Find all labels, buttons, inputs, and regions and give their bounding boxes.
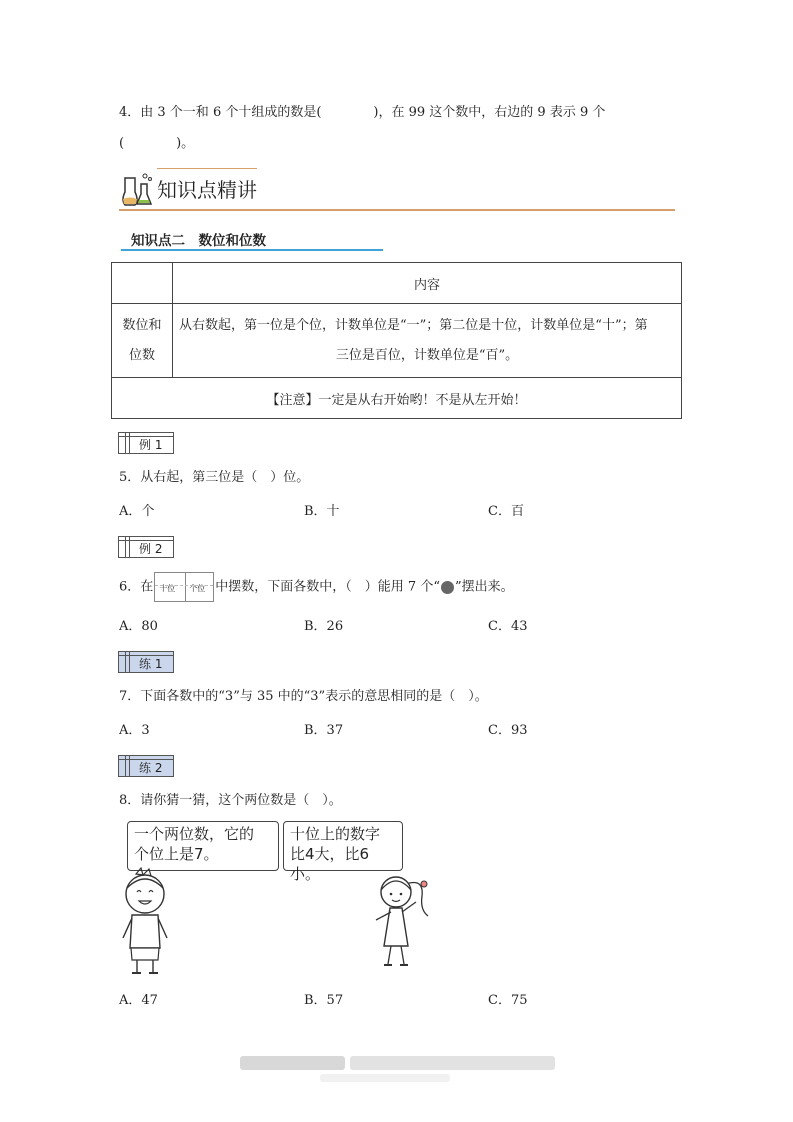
q8-option-b: B．57 bbox=[304, 993, 344, 1008]
row-label-line-2: 位数 bbox=[128, 347, 155, 363]
practice-tag-2-label: 练 2 bbox=[139, 761, 163, 775]
practice-tag-1 bbox=[118, 651, 174, 673]
girl-illustration bbox=[366, 870, 432, 972]
section-heading bbox=[119, 168, 675, 212]
place-header-ones: 个位 bbox=[189, 584, 206, 593]
q7-option-c: C．93 bbox=[488, 723, 528, 738]
row-label-line-1: 数位和 bbox=[122, 317, 162, 333]
speech-bubble-boy bbox=[127, 821, 279, 871]
content-line-1: 从右数起，第一位是个位，计数单位是“一”；第二位是十位，计数单位是“十”；第 bbox=[179, 317, 648, 333]
knowledge-table bbox=[111, 262, 682, 419]
subsection-rule bbox=[121, 249, 383, 251]
q6-option-a: A．80 bbox=[119, 619, 158, 634]
bubble-girl-line-1: 十位上的数字 bbox=[290, 825, 381, 843]
q6-option-c: C．43 bbox=[488, 619, 528, 634]
q8-option-a: A．47 bbox=[119, 993, 158, 1008]
subsection-heading bbox=[121, 229, 383, 251]
q4-line-2: ( )。 bbox=[119, 136, 195, 151]
section-title: 知识点精讲 bbox=[157, 178, 257, 202]
practice-tag-2 bbox=[118, 755, 174, 777]
table-corner-cell bbox=[112, 263, 173, 304]
footer-watermark bbox=[240, 1056, 345, 1070]
q6-stem bbox=[119, 572, 514, 603]
table-header-content: 内容 bbox=[173, 263, 682, 304]
q8-option-c: C．75 bbox=[488, 993, 528, 1008]
bubble-boy-line-1: 一个两位数，它的 bbox=[134, 825, 255, 843]
content-line-2: 三位是百位，计数单位是“百”。 bbox=[335, 347, 519, 363]
q6-stem-b: 中摆数，下面各数中，（ ）能用 7 个“ bbox=[215, 579, 440, 595]
bead-icon bbox=[441, 581, 454, 594]
q5-option-b: B．十 bbox=[304, 504, 340, 519]
q5-stem: 5．从右起，第三位是（ ）位。 bbox=[119, 470, 310, 485]
place-header-tens: 十位 bbox=[159, 584, 176, 593]
example-tag-2 bbox=[118, 536, 174, 558]
q7-option-a: A．3 bbox=[119, 723, 150, 738]
q7-stem: 7．下面各数中的“3”与 35 中的“3”表示的意思相同的是（ ）。 bbox=[119, 689, 488, 704]
q5-option-c: C．百 bbox=[488, 504, 524, 519]
table-row-label bbox=[112, 304, 173, 378]
subsection-title: 知识点二 数位和位数 bbox=[131, 233, 266, 249]
q6-option-b: B．26 bbox=[304, 619, 344, 634]
q4-line-1: 4．由 3 个一和 6 个十组成的数是( )，在 99 这个数中，右边的 9 表示 9 个 bbox=[119, 105, 606, 120]
example-tag-1-label: 例 1 bbox=[139, 438, 163, 452]
bubble-girl-line-2: 比4大，比6小。 bbox=[290, 845, 370, 883]
table-content-cell bbox=[173, 304, 682, 378]
speech-bubble-girl bbox=[283, 821, 403, 883]
q6-stem-a: 6．在 bbox=[119, 579, 154, 595]
q8-stem: 8．请你猜一猜，这个两位数是（ ）。 bbox=[119, 793, 342, 808]
example-tag-1 bbox=[118, 432, 174, 454]
q7-option-b: B．37 bbox=[304, 723, 344, 738]
q5-option-a: A．个 bbox=[119, 504, 155, 519]
practice-tag-1-label: 练 1 bbox=[139, 657, 163, 671]
example-tag-2-label: 例 2 bbox=[139, 542, 163, 556]
footer-watermark-2 bbox=[350, 1056, 555, 1070]
q6-stem-c: ”摆出来。 bbox=[454, 579, 514, 595]
bubble-boy-line-2: 个位上是7。 bbox=[134, 845, 219, 863]
section-top-rule bbox=[157, 168, 257, 169]
boy-illustration bbox=[115, 866, 175, 978]
section-bottom-rule bbox=[119, 209, 675, 211]
flask-icon bbox=[119, 170, 153, 208]
place-value-table bbox=[154, 572, 214, 602]
footer-watermark-3 bbox=[320, 1074, 450, 1082]
table-note: 【注意】一定是从右开始哟！不是从左开始！ bbox=[112, 378, 682, 419]
